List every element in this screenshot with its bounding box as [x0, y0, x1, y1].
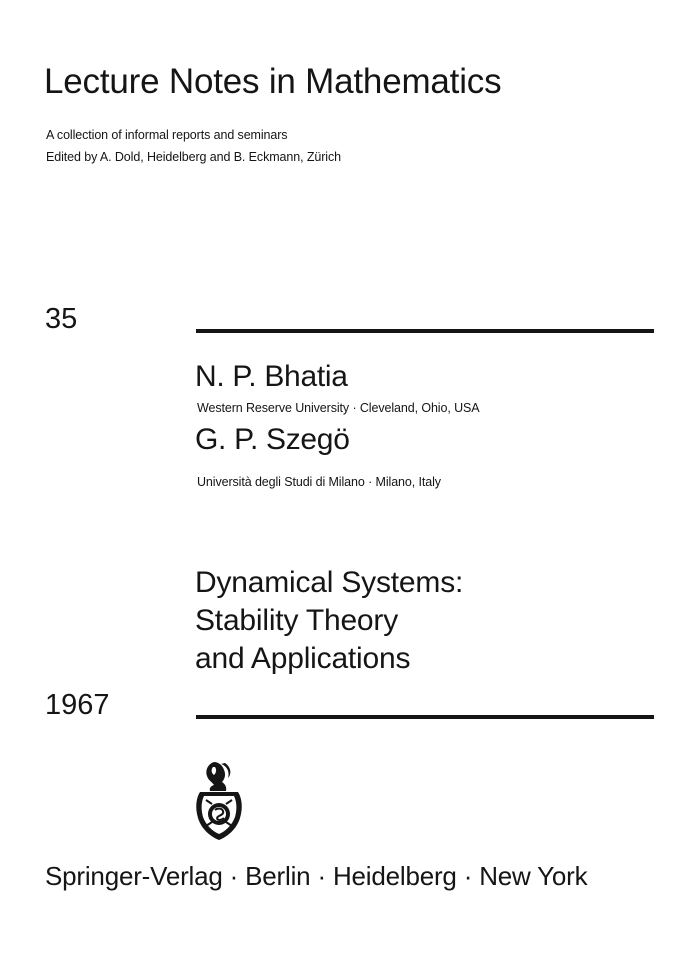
- book-title-line: Dynamical Systems:: [195, 566, 464, 599]
- book-title-line: Stability Theory: [195, 604, 399, 637]
- top-divider-rule: [196, 329, 654, 333]
- book-title: [195, 564, 463, 678]
- publisher-line: Springer-Verlag · Berlin · Heidelberg · New York: [45, 861, 588, 891]
- book-title-line: and Applications: [195, 642, 411, 675]
- series-editors: Edited by A. Dold, Heidelberg and B. Eckmann, Zürich: [46, 150, 341, 164]
- author-name-bhatia: N. P. Bhatia: [195, 360, 348, 393]
- series-title: Lecture Notes in Mathematics: [44, 62, 502, 101]
- bottom-divider-rule: [196, 715, 654, 719]
- springer-knight-logo-icon: [190, 760, 248, 842]
- publication-year: 1967: [45, 689, 110, 721]
- author-affiliation-bhatia: Western Reserve University · Cleveland, Ohio, USA: [197, 401, 480, 415]
- author-affiliation-szego: Università degli Studi di Milano · Milano, Italy: [197, 475, 441, 489]
- author-name-szego: G. P. Szegö: [195, 423, 350, 456]
- series-subtitle: A collection of informal reports and seminars: [46, 128, 288, 142]
- volume-number: 35: [45, 303, 78, 335]
